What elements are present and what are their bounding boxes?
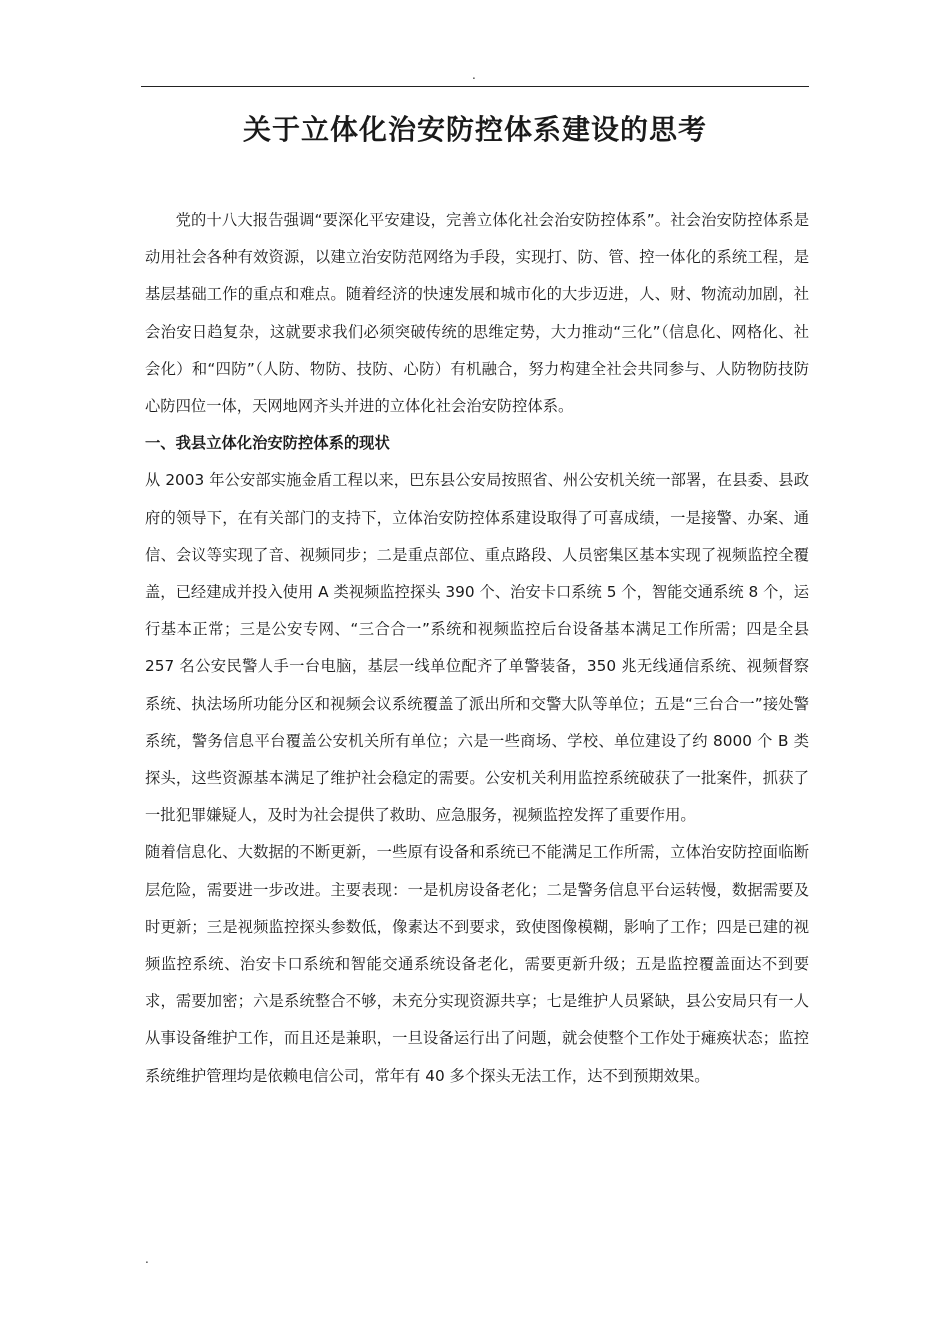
header-mark: . (472, 68, 476, 82)
intro-paragraph: 党的十八大报告强调“要深化平安建设，完善立体化社会治安防控体系”。社会治安防控体系是动用社会各种有效资源，以建立治安防范网络为手段，实现打、防、管、控一体化的系统工程，是基层基础工作的重点和难点。随着经济的快速发展和城市化的大步迈进，人、财、物流动加剧，社会治安日趋复杂，这就要求我们必须突破传统的思维定势，大力推动“三化”（信息化、网格化、社会化）和“四防”（人防、物防、技防、心防）有机融合，努力构建全社会共同参与、人防物防技防心防四位一体，天网地网齐头并进的立体化社会治安防控体系。 (145, 211, 809, 416)
header-rule (141, 86, 809, 87)
body-paragraph-status: 从 2003 年公安部实施金盾工程以来，巴东县公安局按照省、州公安机关统一部署，在县委、县政府的领导下，在有关部门的支持下，立体治安防控体系建设取得了可喜成绩，一是接警、办案、通信、会议等实现了音、视频同步；二是重点部位、重点路段、人员密集区基本实现了视频监控全覆盖，已经建成并投入使用 A 类视频监控探头 390 个、治安卡口系统 5 个，智能交通系统 8 个，运行基本正常；三是公安专网、“三合合一”系统和视频监控后台设备基本满足工作所需；四是全县 257 名公安民警人手一台电脑，基层一线单位配齐了单警装备，350 兆无线通信系统、视频督察系统、执法场所功能分区和视频会议系统覆盖了派出所和交警大队等单位；五是“三台合一”接处警系统，警务信息平台覆盖公安机关所有单位；六是一些商场、学校、单位建设了约 8000 个 B 类探头，这些资源基本满足了维护社会稳定的需要。公安机关利用监控系统破获了一批案件，抓获了一批犯罪嫌疑人，及时为社会提供了救助、应急服务，视频监控发挥了重要作用。 (145, 471, 810, 825)
footer-mark: . (145, 1252, 149, 1266)
body-paragraph-problems: 随着信息化、大数据的不断更新，一些原有设备和系统已不能满足工作所需，立体治安防控面临断层危险，需要进一步改进。主要表现：一是机房设备老化；二是警务信息平台运转慢，数据需要及时更新；三是视频监控探头参数低，像素达不到要求，致使图像模糊，影响了工作；四是已建的视频监控系统、治安卡口系统和智能交通系统设备老化，需要更新升级；五是监控覆盖面达不到要求，需要加密；六是系统整合不够，未充分实现资源共享；七是维护人员紧缺，县公安局只有一人从事设备维护工作，而且还是兼职，一旦设备运行出了问题，就会使整个工作处于瘫痪状态；监控系统维护管理均是依赖电信公司，常年有 40 多个探头无法工作，达不到预期效果。 (145, 843, 809, 1085)
document-body (145, 202, 809, 1095)
section-heading-1: 一、我县立体化治安防控体系的现状 (145, 434, 390, 453)
document-title: 关于立体化治安防控体系建设的思考 (242, 113, 707, 146)
